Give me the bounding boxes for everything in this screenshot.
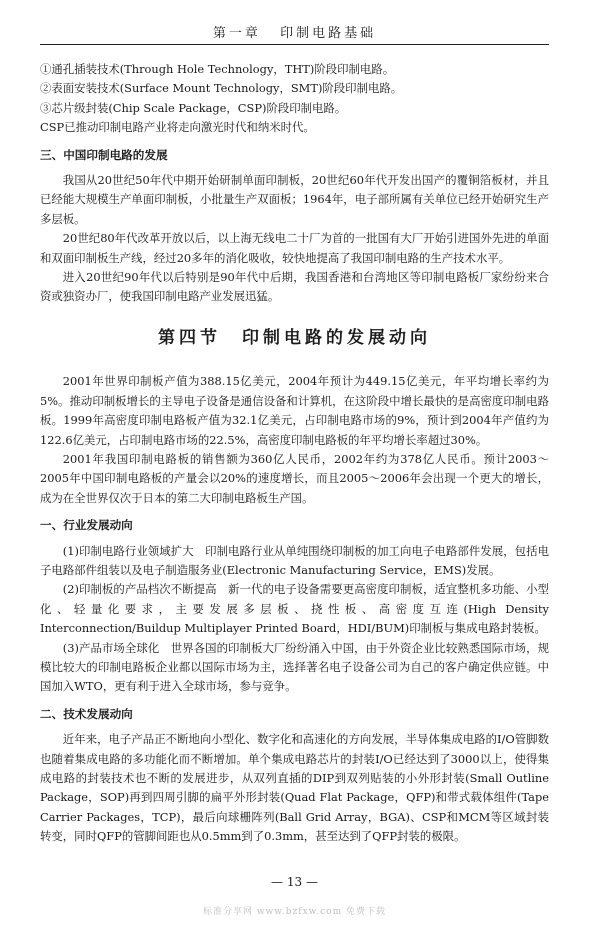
section-title: 第四节 印制电路的发展动向	[158, 327, 431, 348]
running-header	[40, 22, 549, 45]
paragraph: 进入20世纪90年代以后特别是90年代中后期，我国香港和台湾地区等印制电路板厂家纷纷来合资或独资办厂，使我国印制电路产业发展迅猛。	[40, 270, 549, 304]
paragraph: 2001年世界印制板产值为388.15亿美元，2004年预计为449.15亿美元，年平均增长率约为5%。推动印制板增长的主导电子设备是通信设备和计算机，在这阶段中增长最快的是高密度印制电路板。1999年高密度印制电路板产值为32.1亿美元，占印制电路市场的9%，预计到2004年产值约为122.6亿美元，占印制电路市场的22.5%，高密度印制电路板的年平均增长率超过30%。	[40, 374, 549, 447]
chapter-title: 印制电路基础	[280, 26, 377, 41]
paragraph: 我国从20世纪50年代中期开始研制单面印制板，20世纪60年代开发出国产的覆铜箔板材，并且已经能大规模生产单面印制板，小批量生产双面板；1964年，电子部所属有关单位已经开始研究生产多层板。	[40, 173, 549, 226]
list-item: ①通孔插装技术(Through Hole Technology，THT)阶段印制电路。	[40, 62, 395, 76]
paragraph: 20世纪80年代改革开放以后，以上海无线电二十厂为首的一批国有大厂开始引进国外先进的单面和双面印制板生产线，经过20多年的消化吸收，较快地提高了我国印制电路的生产技术水平。	[40, 231, 549, 265]
subsection-heading: 一、行业发展动向	[40, 518, 133, 533]
paragraph: (3)产品市场全球化 世界各国的印制板大厂纷纷涌入中国，由于外资企业比较熟悉国际市场，规模比较大的印制电路板企业都以国际市场为主，选择著名电子设备公司为自己的客户确定供应链。中国加入WTO，更有利于进入全球市场，参与竞争。	[40, 640, 549, 694]
list-item: ③芯片级封装(Chip Scale Package，CSP)阶段印制电路。	[40, 100, 347, 115]
paragraph: 近年来，电子产品正不断地向小型化、数字化和高速化的方向发展，半导体集成电路的I/O管脚数也随着集成电路的多功能化而不断增加。单个集成电路芯片的封装I/O已经达到了3000以上，使得集成电路的封装技术也不断的发展进步，从双列直插的DIP到双列贴装的小外形封装(Small Outline Package，SOP)再到四周引脚的扁平外形封装(Quad Flat Package，QFP)和带式载体组件(Tape Carrier Packages，TCP)，最后向球栅阵列(Ball Grid Array，BGA)、CSP和MCM等区域封装转变，同时QFP的管脚间距也从0.5mm到了0.3mm，甚至达到了QFP封装的极限。	[40, 732, 549, 844]
list-item: CSP已推动印制电路产业将走向激光时代和纳米时代。	[40, 120, 315, 135]
list-item: ②表面安装技术(Surface Mount Technology，SMT)阶段印制电路。	[40, 81, 403, 96]
watermark: 标准分享网 www.bzfxw.com 免费下载	[202, 907, 387, 917]
section-heading: 三、中国印制电路的发展	[40, 147, 168, 162]
subsection-heading: 二、技术发展动向	[40, 706, 133, 721]
paragraph: (1)印制电路行业领域扩大 印制电路行业从单纯围绕印制板的加工向电子电路部件发展，包括电子电路部件组装以及电子制造服务业(Electronic Manufacturing Service，EMS)发展。	[40, 543, 549, 577]
paragraph: (2)印制板的产品档次不断提高 新一代的电子设备需要更高密度印制板，适宜整机多功能、小型化、轻量化要求，主要发展多层板、挠性板、高密度互连(High Density Interconnection/Buildup Multiplayer Printed Board，HDI/BUM)印制板与集成电路封装板。	[40, 582, 549, 636]
paragraph: 2001年我国印制电路板的销售额为360亿人民币，2002年约为378亿人民币。预计2003～2005年中国印制电路板的产量会以20%的速度增长，而且2005～2006年会出现一个更大的增长，成为在全世界仅次于日本的第二大印制电路板生产国。	[40, 451, 549, 505]
page-body	[40, 60, 549, 847]
page-number: — 13 —	[271, 875, 318, 889]
chapter-label: 第一章	[212, 26, 261, 41]
